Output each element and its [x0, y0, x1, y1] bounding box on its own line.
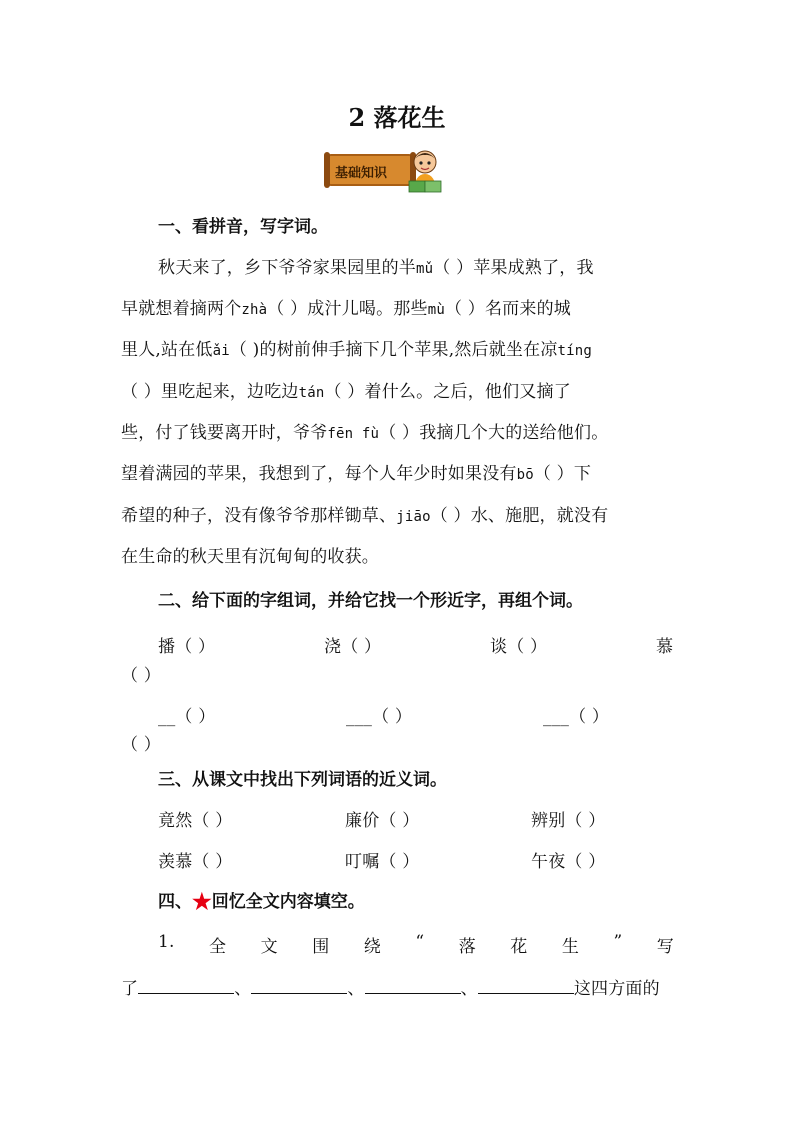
- text: （ ）水、施肥，就没有: [430, 506, 609, 526]
- similar-char-wrap: （ ）: [121, 735, 162, 755]
- text: 些，付了钱要离开时，爷爷: [121, 423, 328, 443]
- answer-blank[interactable]: [478, 977, 574, 994]
- q1-token: 围: [312, 937, 330, 957]
- similar-char-item: ___（ ）: [543, 707, 610, 727]
- q1-token: 生: [561, 937, 580, 957]
- section3-heading: 三、从课文中找出下列词语的近义词。: [158, 770, 447, 790]
- passage-line-6: [121, 459, 591, 484]
- pinyin: bō: [516, 467, 534, 483]
- synonym-item: 廉价（ ）: [345, 811, 420, 831]
- passage-line-4: [121, 377, 571, 402]
- pinyin: tán: [298, 385, 325, 401]
- q1-token: ”: [613, 932, 623, 952]
- text: （ )的树前伸手摘下几个苹果,然后就坐在凉: [229, 340, 558, 360]
- text: （ ）名而来的城: [444, 299, 571, 319]
- q1-token: 1.: [158, 932, 175, 952]
- answer-blank[interactable]: [251, 977, 347, 994]
- separator: 、: [460, 979, 478, 999]
- similar-char-item: __（ ）: [158, 707, 216, 727]
- synonym-item: 午夜（ ）: [531, 852, 606, 872]
- scroll-banner: [327, 154, 413, 186]
- word-item: 谈（ ）: [490, 637, 548, 657]
- word-item: 播（ ）: [158, 637, 216, 657]
- synonym-item: 辨别（ ）: [531, 811, 606, 831]
- passage-line-5: [121, 418, 608, 443]
- reading-child-icon: [405, 148, 445, 194]
- pinyin: ǎi: [212, 343, 230, 359]
- page-title: 2 落花生: [348, 103, 446, 132]
- pinyin: tíng: [557, 343, 593, 359]
- separator: 、: [347, 979, 365, 999]
- section1-heading: 一、看拼音，写字词。: [158, 217, 328, 237]
- section2-heading: 二、给下面的字组词，并给它找一个形近字，再组个词。: [158, 591, 583, 611]
- text: 秋天来了，乡下爷爷家果园里的半: [158, 258, 416, 278]
- passage-line-1: [158, 253, 594, 278]
- separator: 、: [234, 979, 252, 999]
- answer-blank[interactable]: [365, 977, 461, 994]
- section-badge: [327, 148, 443, 194]
- q1-token: 文: [260, 937, 278, 957]
- section4-heading: [158, 887, 365, 915]
- text: （ ）我摘几个大的送给他们。: [379, 423, 609, 443]
- q1-token: 落: [458, 937, 476, 957]
- passage-line-3: [121, 335, 592, 360]
- word-item: 浇（ ）: [324, 637, 382, 657]
- q1-token: 花: [510, 937, 528, 957]
- badge-label: 基础知识: [335, 166, 388, 181]
- text: （ ）下: [533, 464, 592, 484]
- text: （ ）成汁儿喝。那些: [267, 299, 428, 319]
- text: 望着满园的苹果，我想到了，每个人年少时如果没有: [121, 464, 517, 484]
- q1-token: 绕: [363, 937, 381, 957]
- word-item: 慕: [656, 637, 674, 657]
- pinyin: fēn fù: [327, 426, 380, 442]
- question-1-line-1: [158, 932, 674, 957]
- passage-line-8: 在生命的秋天里有沉甸甸的收获。: [121, 547, 379, 567]
- q1-token: 全: [209, 937, 227, 957]
- synonym-item: 竟然（ ）: [158, 811, 233, 831]
- pinyin: mù: [427, 302, 445, 318]
- q1-token: “: [415, 932, 425, 952]
- pinyin: mǔ: [416, 261, 434, 277]
- text: 这四方面的: [573, 979, 660, 999]
- text: （ ）里吃起来，边吃边: [121, 382, 299, 402]
- star-icon: ★: [192, 889, 212, 915]
- synonym-item: 叮嘱（ ）: [345, 852, 420, 872]
- heading-text: 回忆全文内容填空。: [211, 892, 365, 912]
- heading-number: 四、: [158, 892, 192, 912]
- passage-line-7: [121, 501, 608, 526]
- text: （ ）苹果成熟了，我: [433, 258, 594, 278]
- passage-line-2: [121, 294, 571, 319]
- text: 希望的种子，没有像爷爷那样锄草、: [121, 506, 397, 526]
- synonym-item: 羡慕（ ）: [158, 852, 233, 872]
- answer-blank[interactable]: [138, 977, 234, 994]
- text: 了: [121, 979, 139, 999]
- q1-token: 写: [656, 937, 674, 957]
- pinyin: jiāo: [396, 509, 431, 525]
- similar-char-item: ___（ ）: [346, 707, 413, 727]
- question-1-line-2: [121, 974, 660, 999]
- pinyin: zhà: [241, 302, 268, 318]
- text: （ ）着什么。之后，他们又摘了: [324, 382, 571, 402]
- word-item-wrap: （ ）: [121, 666, 162, 686]
- text: 里人,站在低: [121, 340, 213, 360]
- text: 早就想着摘两个: [121, 299, 242, 319]
